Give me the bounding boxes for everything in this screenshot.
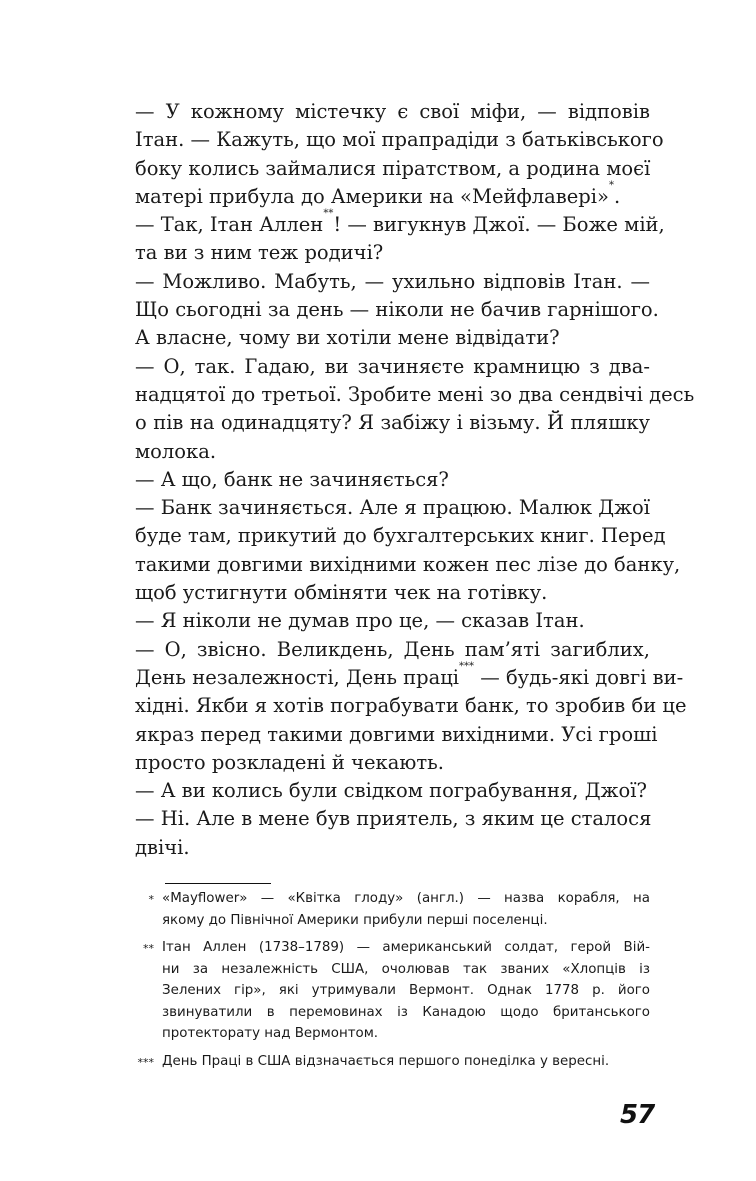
text-fragment: якраз перед такими довгими вихідними. Усі гроші: [135, 722, 658, 746]
text-fragment: буде там, прикутий до бухгалтерських книг. Перед: [135, 524, 666, 548]
text-line: [135, 660, 684, 692]
footnote-mark: **: [143, 942, 154, 955]
text-line: [135, 324, 650, 352]
footnote-ref: *: [608, 179, 614, 191]
text-fragment: молока.: [135, 439, 217, 463]
footnote: [122, 888, 650, 931]
text-fragment: — Банк зачиняється. Але я працюю. Малюк Джої: [135, 496, 650, 520]
footnote-text: День Праці в США відзначається першого понеділка у вересні.: [162, 1053, 610, 1069]
text-fragment: — А що, банк не зачиняється?: [135, 467, 449, 491]
text-fragment: боку колись займалися піратством, а родина моєї: [135, 156, 651, 180]
text-line: [135, 721, 658, 749]
text-fragment: — О, так. Гадаю, ви зачиняєте крамницю з два-: [135, 354, 650, 378]
text-fragment: — О, звісно. Великдень, День пам’яті загиблих,: [135, 637, 650, 661]
footnote-divider: [165, 883, 271, 884]
text-line: [135, 579, 650, 607]
text-line: [135, 239, 650, 267]
text-line: [135, 522, 666, 550]
text-fragment: День незалежності, День праці: [135, 665, 460, 689]
text-line: [135, 126, 664, 154]
text-line: [135, 409, 650, 437]
text-line: [135, 692, 687, 720]
text-fragment: та ви з ним теж родичі?: [135, 241, 384, 265]
text-line: [135, 749, 650, 777]
text-line: [135, 777, 650, 805]
text-line: [135, 607, 650, 635]
footnote-mark: ***: [137, 1055, 154, 1069]
footnote-text: «Mayflower» — «Квітка глоду» (англ.) — назва корабля, на якому до Північної Америки прибули перші поселенці.: [162, 891, 650, 928]
text-line: [135, 268, 650, 296]
text-fragment: Що сьогодні за день — ніколи не бачив гарнішого.: [135, 298, 659, 322]
text-line: [135, 636, 650, 664]
text-fragment: — Так, Ітан Аллен: [135, 213, 324, 237]
text-line: [135, 494, 650, 522]
text-line: [135, 353, 650, 381]
text-fragment: — Ні. Але в мене був приятель, з яким це сталося: [135, 807, 652, 831]
text-line: [135, 155, 650, 183]
footnote-ref: ***: [459, 660, 475, 672]
text-fragment: просто розкладені й чекають.: [135, 750, 444, 774]
text-line: [135, 466, 650, 494]
body-text: [135, 98, 695, 862]
text-fragment: — У кожному містечку є свої міфи, — відповів: [135, 100, 650, 123]
text-line: [135, 296, 659, 324]
text-fragment: о пів на одинадцяту? Я забіжу і візьму. Й пляшку: [135, 411, 650, 435]
text-fragment: матері прибула до Америки на «Мейфлавері»: [135, 184, 609, 208]
text-fragment: А власне, чому ви хотіли мене відвідати?: [135, 326, 560, 350]
text-line: [135, 208, 665, 239]
footnote: [122, 1051, 650, 1074]
text-fragment: — Можливо. Мабуть, — ухильно відповів Ітан. —: [135, 269, 650, 293]
text-fragment: — А ви колись були свідком пограбування, Джої?: [135, 779, 647, 803]
text-line: [135, 381, 695, 409]
text-line: [135, 834, 650, 862]
footnotes: [122, 888, 650, 1079]
text-line: матері прибула до Америки на «Мейфлавері»*.: [135, 179, 621, 208]
footnote: [122, 937, 650, 1045]
text-fragment: — Я ніколи не думав про це, — сказав Ітан.: [135, 609, 585, 633]
text-fragment: хідні. Якби я хотів пограбувати банк, то зробив би це: [135, 694, 687, 718]
text-fragment: такими довгими вихідними кожен пес лізе до банку,: [135, 552, 681, 576]
text-line: [135, 438, 650, 466]
text-line: [135, 98, 650, 126]
page-number: 57: [620, 1100, 655, 1130]
footnote-mark: *: [148, 893, 154, 906]
text-fragment: щоб устигнути обміняти чек на готівку.: [135, 581, 548, 605]
text-fragment: двічі.: [135, 835, 190, 859]
footnote-ref: **: [323, 208, 334, 220]
text-fragment: Ітан. — Кажуть, що мої прапрадіди з батьківського: [135, 128, 664, 152]
text-line: [135, 551, 681, 579]
text-fragment: — будь-які довгі ви-: [474, 665, 684, 689]
footnote-text: Ітан Аллен (1738–1789) — американський солдат, герой Вій- ни за незалежність США, очолював так званих «Хлопців із Зелених гір», які утримували Вермонт. Однак 1778 р. його звинуватили в перемовинах із Канадою щодо британського протекторату над Вермонтом.: [162, 940, 650, 1041]
text-fragment: надцятої до третьої. Зробите мені зо два сендвічі десь: [135, 382, 695, 406]
text-line: [135, 805, 650, 833]
text-fragment: ! — вигукнув Джої. — Боже мій,: [333, 213, 665, 237]
